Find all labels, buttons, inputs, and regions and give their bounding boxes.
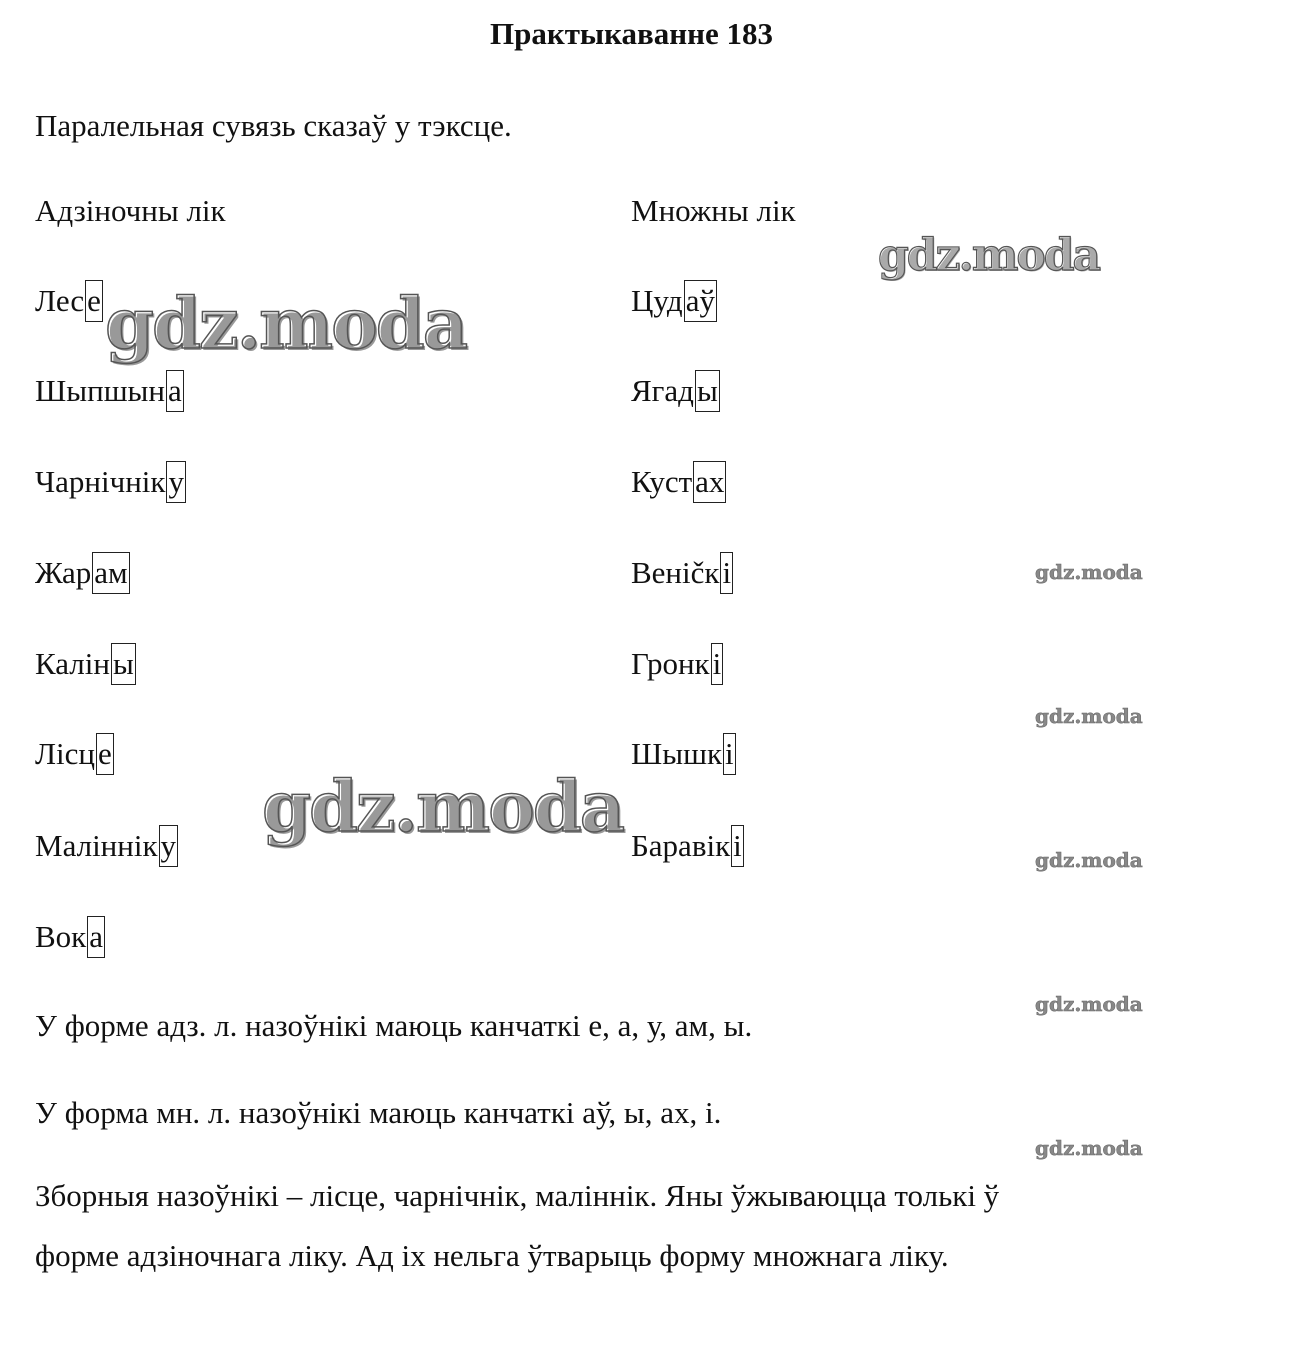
word-ending: ы [111, 643, 136, 685]
singular-heading: Адзіночны лік [35, 193, 226, 228]
word-ending: аў [684, 280, 717, 322]
watermark: gdz.moda [878, 230, 1100, 281]
word-ending: у [159, 825, 179, 867]
singular-word: Каліны [35, 643, 136, 685]
conclusion-plural: У форма мн. л. назоўнікі маюць канчаткі аў, ы, ах, і. [35, 1095, 722, 1130]
singular-word: Лісце [35, 733, 114, 775]
word-ending: е [96, 733, 114, 775]
watermark: gdz.moda [1035, 1136, 1143, 1160]
singular-word: Вока [35, 916, 105, 958]
watermark: gdz.moda [1035, 704, 1143, 728]
conclusion-collective-1: Зборныя назоўнікі – лісце, чарнічнік, маліннік. Яны ўжываюцца толькі ў [35, 1178, 1000, 1213]
page-title: Практыкаванне 183 [489, 16, 773, 51]
singular-word: Шыпшына [35, 370, 184, 412]
word-ending: ам [92, 552, 129, 594]
word-ending: а [166, 370, 184, 412]
plural-word: Гронкі [631, 643, 723, 685]
watermark: gdz.moda [1035, 848, 1143, 872]
plural-word: Шышкі [631, 733, 736, 775]
word-ending: і [731, 825, 744, 867]
plural-word: Баравікі [631, 825, 744, 867]
plural-heading: Множны лік [631, 193, 796, 228]
word-ending: у [166, 461, 186, 503]
plural-word: Кустах [631, 461, 726, 503]
watermark: gdz.moda [1035, 560, 1143, 584]
plural-word: Цудаў [631, 280, 717, 322]
intro-text: Паралельная сувязь сказаў у тэксце. [35, 108, 512, 143]
word-ending: ах [693, 461, 726, 503]
word-ending: ы [695, 370, 720, 412]
singular-word: Жарам [35, 552, 130, 594]
word-ending: і [720, 552, 733, 594]
watermark: gdz.moda [262, 765, 624, 848]
conclusion-collective-2: форме адзіночнага ліку. Ад іх нельга ўтварыць форму множнага ліку. [35, 1238, 949, 1273]
plural-word: Веніčкі [631, 552, 733, 594]
singular-word: Малінніку [35, 825, 178, 867]
word-ending: і [711, 643, 724, 685]
word-ending: е [85, 280, 103, 322]
watermark: gdz.moda [105, 282, 467, 365]
singular-word: Чарнічніку [35, 461, 186, 503]
plural-word: Ягады [631, 370, 720, 412]
word-ending: і [723, 733, 736, 775]
singular-word: Лесе [35, 280, 103, 322]
word-ending: а [87, 916, 105, 958]
watermark: gdz.moda [1035, 992, 1143, 1016]
conclusion-singular: У форме адз. л. назоўнікі маюць канчаткі е, а, у, ам, ы. [35, 1008, 753, 1043]
